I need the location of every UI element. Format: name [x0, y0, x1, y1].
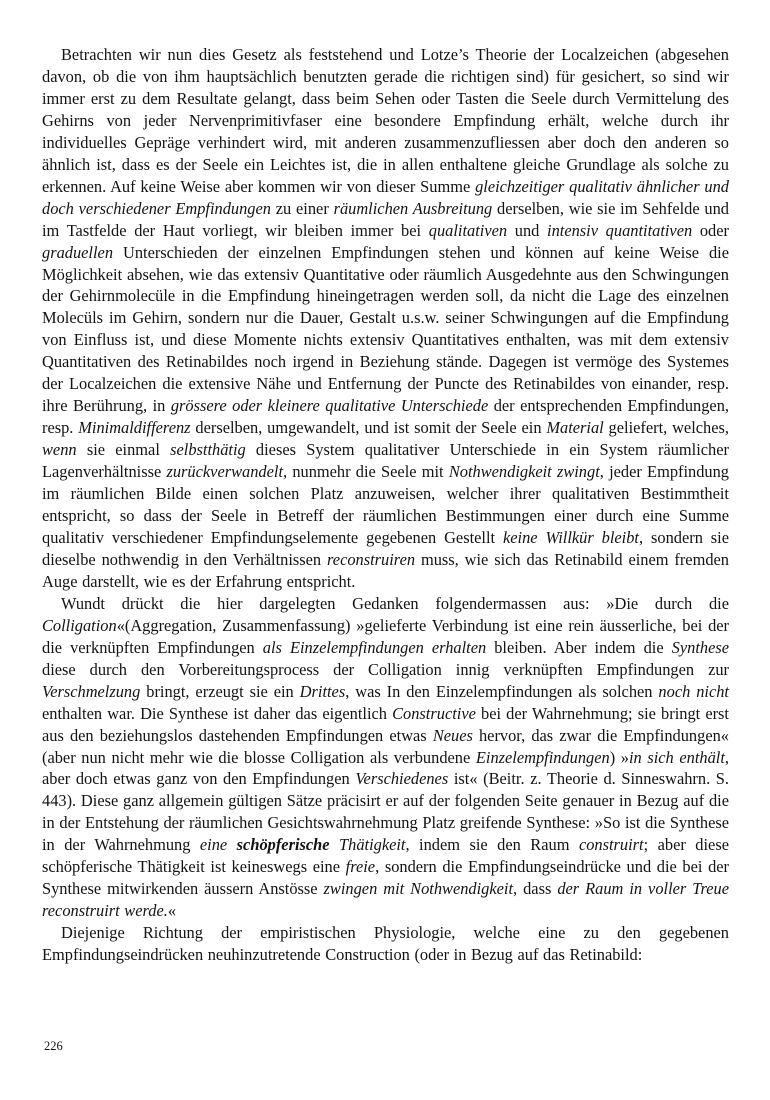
paragraph: [42, 44, 729, 593]
text-segment: Material: [546, 418, 604, 438]
text-segment: noch nicht: [658, 681, 729, 701]
page-number: 226: [44, 1039, 63, 1053]
text-segment: Neues: [432, 725, 473, 745]
text-segment: Betrachten wir nun dies Gesetz als feststehend und Lotze’s Theorie der Localzeichen (abgesehen davon, ob die von ihm hauptsächlich benutzten gerade die richtigen sind) für gesichert, so sind wir immer erst zu dem Resultate gelangt, dass beim Sehen oder Tasten die Seele durch Vermittelung des Gehirns von jeder Nervenprimitivfaser eine besondere Empfindung erhält, welche durch ihr individuelles Gepräge verhindert wird, mit anderen zusammenzufliessen aber doch den anderen so ähnlich ist, dass es der Seele ein Leichtes ist, die in allen enthaltene gleiche Grundlage als solche zu erkennen. Auf keine Weise aber kommen wir von dieser Summe: [42, 45, 729, 196]
text-segment: , nunmehr die Seele mit: [283, 462, 449, 482]
text-segment: bleiben. Aber indem die: [486, 637, 672, 657]
text-segment: graduellen: [42, 242, 114, 262]
text-segment: wenn: [42, 440, 77, 460]
text-segment: , dass: [513, 879, 558, 899]
text-segment: ) »: [609, 747, 629, 767]
text-segment: zu einer: [270, 198, 334, 218]
text-segment: Verschmelzung: [42, 681, 141, 701]
text-segment: in sich enthält: [628, 747, 725, 767]
text-segment: grössere oder kleinere qualitative Unterschiede: [170, 396, 489, 416]
text-segment: Thätigkeit: [329, 835, 406, 855]
text-segment: Drittes: [299, 681, 346, 701]
text-segment: und: [507, 220, 548, 240]
text-segment: , aber doch etwas ganz von den Empfindungen: [42, 747, 729, 789]
text-segment: intensiv quantitativen: [547, 220, 693, 240]
text-segment: Unterschieden der einzelnen Empfindungen stehen und können auf keine Weise die Möglichkeit absehen, wie das extensiv Quantitative oder räumlich Ausgedehnte aus den Schwingungen der Gehirnmolecüle in die Empfindung hineingetragen werden soll, da nicht die Lage des einzelnen Molecüls im Gehirn, sondern nur die Dauer, Gestalt u.s.w. seiner Schwingungen auf die Empfindung von Einfluss ist, und diese Momente nichts extensiv Quantitatives enthalten, was mit dem extensiv Quantitativen des Retinabildes noch irgend in Beziehung stände. Dagegen ist vermöge des Systemes der Localzeichen die extensive Nähe und Entfernung der Puncte des Retinabildes von einander, resp. ihre Berührung, in: [42, 242, 729, 416]
text-segment: derselben, umgewandelt, und ist somit der Seele ein: [190, 418, 547, 438]
text-segment: ist« (Beitr. z. Theorie d. Sinneswahrn. S. 443). Diese ganz allgemein gültigen Sätze präcisirt er auf der folgenden Seite genauer in Bezug auf die in der Entstehung der räumlichen Gesichtswahrnehmung Platz greifende Synthese: »So ist die Synthese in der Wahrnehmung: [42, 769, 729, 855]
text-segment: freie: [345, 857, 376, 877]
text-segment: zwingen mit Nothwendigkeit: [323, 879, 514, 899]
text-segment: sie einmal: [76, 440, 171, 460]
text-segment: schöpferische: [236, 835, 330, 855]
text-segment: Einzelempfindungen: [475, 747, 610, 767]
text-segment: , sondern die Empfindungseindrücke und die bei der Synthese mitwirkenden äussern Anstösse: [42, 857, 729, 899]
text-segment: , was In den Einzelempfindungen als solchen: [345, 681, 659, 701]
text-segment: reconstruiren: [327, 549, 416, 569]
text-segment: Diejenige Richtung der empiristischen Physiologie, welche eine zu den gegebenen Empfindungseindrücken neuhinzutretende Construction (oder in Bezug auf das Retinabild:: [42, 923, 729, 965]
text-segment: «: [167, 901, 177, 921]
text-segment: Colligation: [42, 615, 117, 635]
text-segment: als Einzelempfindungen erhalten: [262, 637, 487, 657]
text-segment: Constructive: [392, 703, 476, 723]
text-segment: enthalten war. Die Synthese ist daher das eigentlich: [42, 703, 393, 723]
text-segment: der entsprechenden Empfindungen, resp.: [42, 396, 729, 438]
text-segment: geliefert, welches,: [603, 418, 729, 438]
text-segment: dieses System qualitativer Unterschiede in ein System räumlicher Lagenverhältnisse: [42, 440, 729, 482]
text-segment: oder: [692, 220, 729, 240]
text-segment: , sondern sie dieselbe nothwendig in den Verhältnissen: [42, 527, 729, 569]
text-segment: bei der Wahrnehmung; sie bringt erst aus den beziehungslos dastehenden Empfindungen etwas: [42, 703, 729, 745]
text-segment: räumlichen Ausbreitung: [333, 198, 493, 218]
text-segment: Minimaldifferenz: [78, 418, 191, 438]
text-segment: keine Willkür bleibt: [503, 527, 639, 547]
text-segment: eine: [199, 835, 237, 855]
text-segment: «(Aggregation, Zusammenfassung) »gelieferte Verbindung ist eine rein äusserliche, bei der die verknüpften Empfindungen: [42, 615, 729, 657]
text-segment: , jeder Empfindung im räumlichen Bilde einen solchen Platz anzuweisen, welcher ihrer qualitativen Bestimmtheit entspricht, so dass der Seele in Betreff der räumlichen Bestimmungen einer durch eine Summe qualitativ verschiedener Empfindungselemente gegebenen Gestellt: [42, 462, 730, 547]
document-page: [42, 44, 729, 966]
text-segment: Verschiedenes: [355, 769, 449, 789]
text-segment: ; aber diese schöpferische Thätigkeit ist keineswegs eine: [42, 835, 729, 877]
text-block: [42, 44, 729, 966]
text-segment: qualitativen: [428, 220, 508, 240]
text-segment: diese durch den Vorbereitungsprocess der Colligation innig verknüpften Empfindungen zur: [42, 659, 729, 679]
text-segment: selbstthätig: [170, 440, 246, 460]
text-segment: Nothwendigkeit zwingt: [448, 462, 600, 482]
text-segment: gleichzeitiger qualitativ ähnlicher und doch verschiedener Empfindungen: [42, 176, 730, 218]
text-segment: Synthese: [671, 637, 729, 657]
text-segment: derselben, wie sie im Sehfelde und im Tastfelde der Haut vorliegt, wir bleiben immer bei: [42, 198, 729, 240]
paragraph: [42, 593, 729, 922]
text-segment: der Raum in voller Treue reconstruirt werde.: [42, 879, 729, 921]
text-segment: hervor, das zwar die Empfindungen« (aber nun nicht mehr wie die blosse Colligation als verbundene: [42, 725, 729, 767]
text-segment: , indem sie den Raum: [405, 835, 579, 855]
text-segment: construirt: [578, 835, 644, 855]
text-segment: zurückverwandelt: [166, 462, 283, 482]
text-segment: muss, wie sich das Retinabild einem fremden Auge darstellt, wie es der Erfahrung entspricht.: [42, 549, 729, 591]
text-segment: bringt, erzeugt sie ein: [140, 681, 300, 701]
text-segment: Wundt drückt die hier dargelegten Gedanken folgendermassen aus: »Die durch die: [61, 593, 729, 613]
paragraph: [42, 922, 729, 966]
